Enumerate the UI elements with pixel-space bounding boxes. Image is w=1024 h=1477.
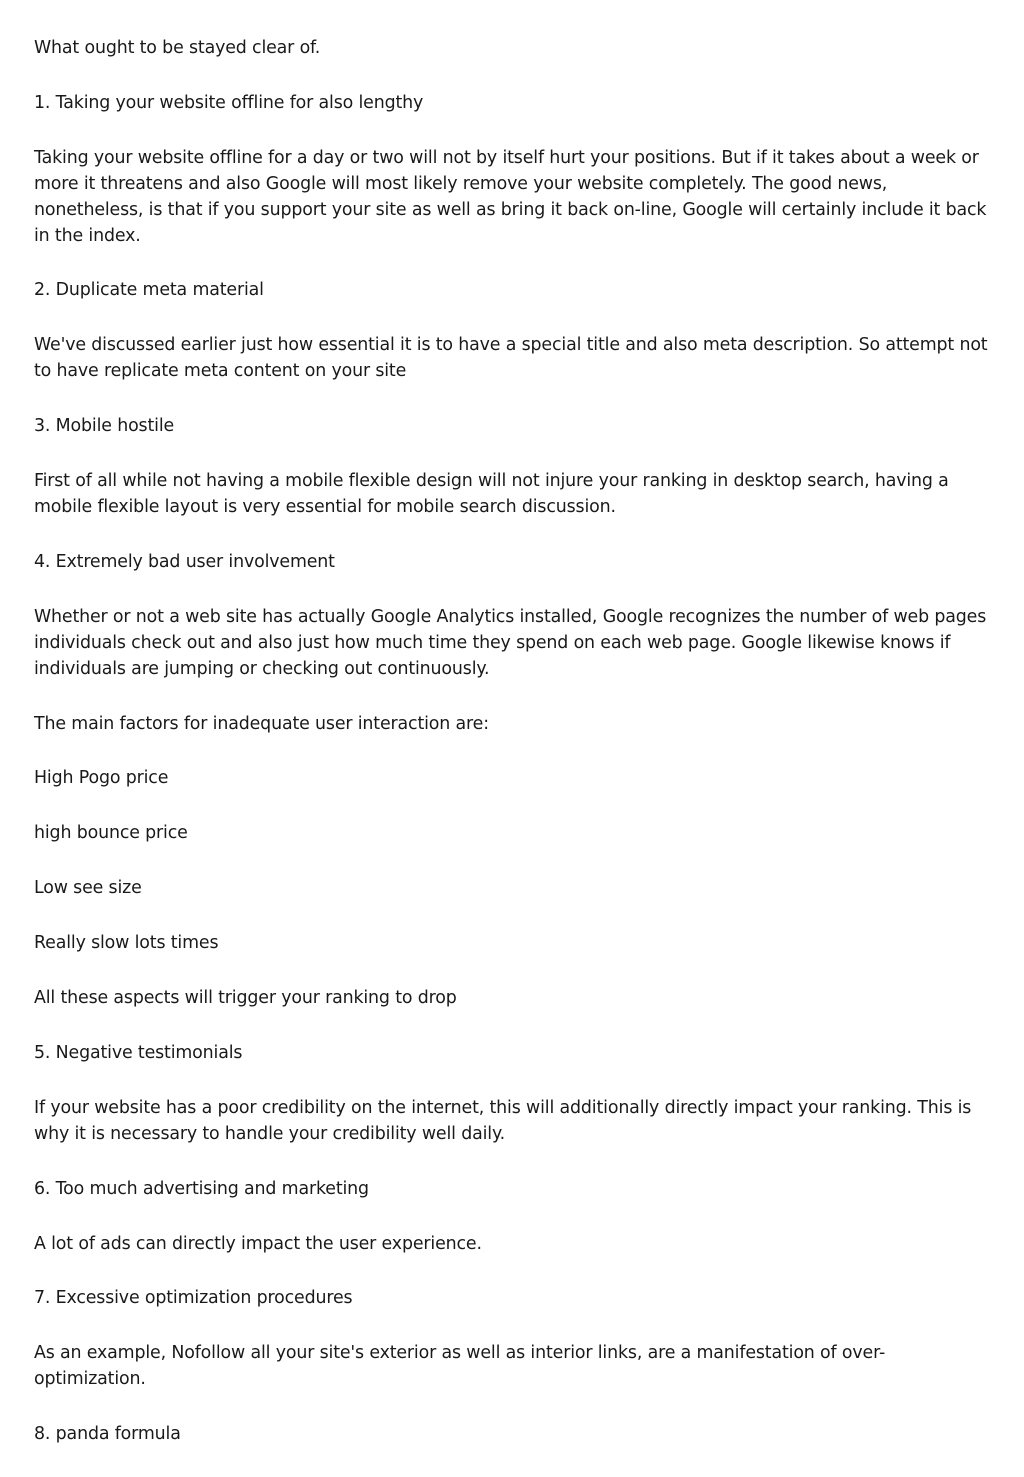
paragraph-3: First of all while not having a mobile flexible design will not injure your ranking in desktop search, having a mobile flexible layout is very essential for mobile search discussion. [34,471,949,517]
heading-6: 6. Too much advertising and marketing [34,1178,369,1199]
paragraph-4-conclusion: All these aspects will trigger your ranking to drop [34,988,457,1009]
intro-paragraph: What ought to be stayed clear of. [34,38,321,58]
heading-4: 4. Extremely bad user involvement [34,551,335,572]
heading-8: 8. panda formula [34,1424,181,1445]
heading-1: 1. Taking your website offline for also lengthy [34,92,424,113]
paragraph-4: Whether or not a web site has actually Google Analytics installed, Google recognizes the number of web pages individuals check out and also just how much time they spend on each web page. Google likewise knows if individuals are jumping or checking out continuously. [34,606,987,679]
document-body [34,36,994,1477]
heading-7: 7. Excessive optimization procedures [34,1288,353,1309]
paragraph-1: Taking your website offline for a day or two will not by itself hurt your positions. But if it takes about a week or more it threatens and also Google will most likely remove your website completely. The good news, nonetheless, is that if you support your site as well as bring it back on-line, Google will certainly include it back in the index. [34,147,987,246]
paragraph-6: A lot of ads can directly impact the user experience. [34,1233,482,1254]
heading-5: 5. Negative testimonials [34,1042,243,1063]
heading-3: 3. Mobile hostile [34,416,175,437]
heading-2: 2. Duplicate meta material [34,280,264,301]
list-item: Low see size [34,878,142,899]
paragraph-4-lead: The main factors for inadequate user interaction are: [34,713,489,734]
paragraph-2: We've discussed earlier just how essential it is to have a special title and also meta description. So attempt not to have replicate meta content on your site [34,335,988,382]
list-item: High Pogo price [34,768,169,789]
list-item: high bounce price [34,823,188,844]
paragraph-7: As an example, Nofollow all your site's exterior as well as interior links, are a manifestation of over-optimization. [34,1343,886,1390]
paragraph-5: If your website has a poor credibility on the internet, this will additionally directly impact your ranking. This is why it is necessary to handle your credibility well daily. [34,1097,972,1144]
list-item: Really slow lots times [34,933,219,954]
